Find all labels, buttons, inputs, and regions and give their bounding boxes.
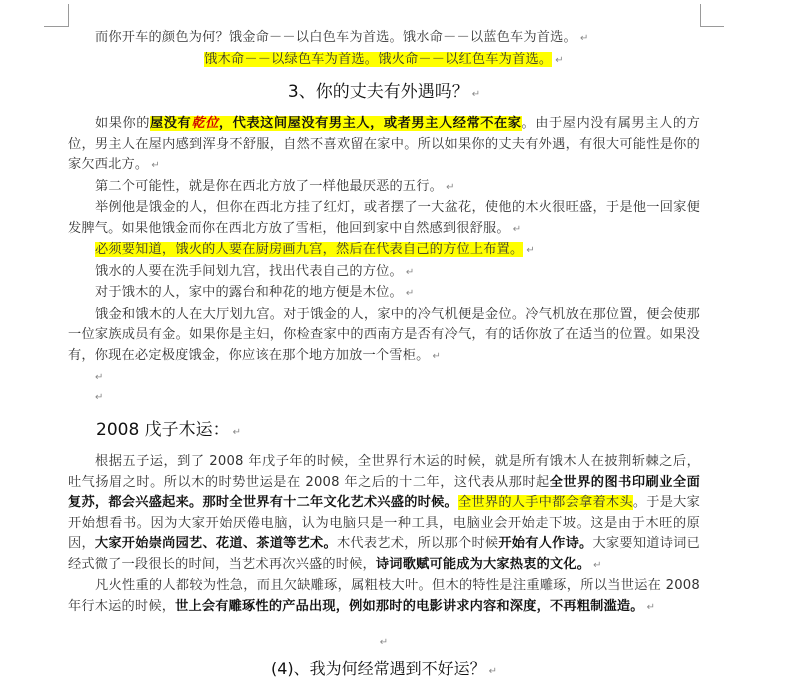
crop-mark-top-left-horizontal: [44, 26, 69, 27]
paragraph-fire-vs-wood: 凡火性重的人都较为性急，而且欠缺雕琢，属粗枝大叶。但木的特性是注重雕琢，所以当世运在 2008 年行木运的时候，世上会有雕琢性的产品出现，例如那时的电影讲求内容和深度，不再粗制滥造。 ↵: [68, 578, 700, 614]
heading-bad-luck: (4)、我为何经常遇到不好运？ ↵: [270, 659, 498, 678]
paragraph-fire-kitchen: 必须要知道，饿火的人要在厨房画九宫，然后在代表自己的方位上布置。 ↵: [95, 242, 535, 257]
crop-mark-top-right-horizontal: [700, 26, 724, 27]
car-color-line-1: 而你开车的颜色为何？饿金命－－以白色车为首选。饿水命－－以蓝色车为首选。 ↵: [95, 30, 589, 45]
crop-mark-top-right-vertical: [700, 4, 701, 26]
paragraph-wood-balcony: 对于饿木的人，家中的露台和种花的地方便是木位。 ↵: [95, 285, 415, 300]
paragraph-water-bathroom: 饿水的人要在洗手间划九宫，找出代表自己的方位。 ↵: [95, 263, 415, 279]
document-page: [68, 0, 700, 685]
paragraph-example-metal: 举例他是饿金的人，但你在西北方挂了红灯，或者摆了一大盆花，使他的木火很旺盛，于是他一回家便发脾气。如果他饿金而你在西北方放了雪柜，他回到家中自然感到很舒服。 ↵: [68, 200, 700, 236]
highlight-no-qian: 屋没有乾位，代表这间屋没有男主人，或者男主人经常不在家: [150, 116, 522, 131]
paragraph-metal-wood-hall: 饿金和饿木的人在大厅划九宫。对于饿金的人，家中的冷气机便是金位。冷气机放在那位置，便会使那一位家族成员有金。如果你是主妇，你检查家中的西南方是否有冷气，有的话你放了在适当的位置。如果没有，你现在必定极度饿金，你应该在那个地方加放一个雪柜。 ↵: [68, 306, 700, 363]
empty-line: ↵: [95, 372, 104, 383]
empty-line: ↵: [379, 637, 389, 648]
heading-husband-affair: 3、你的丈夫有外遇吗？ ↵: [287, 82, 481, 102]
heading-2008-wood-luck: 2008 戊子木运： ↵: [96, 420, 242, 440]
paragraph-second-possibility: 第二个可能性，就是你在西北方放了一样他最厌恶的五行。 ↵: [95, 178, 455, 194]
paragraph-2008-wood-era: 根据五子运，到了 2008 年戊子年的时候，全世界行木运的时候，就是所有饿木人在披荆斩棘之后，吐气扬眉之时。所以木的时势世运是在 2008 年之后的十二年，这代表从那时起全世界的图书印刷业全面复苏，都会兴盛起来。那时全世界有十二年文化艺术兴盛的时候。全世界的人手中都会拿着木头。于是大家开始想看书。因为大家开始厌倦电脑，认为电脑只是一种工具，电脑业会开始走下坡。这是由于木旺的原因，大家开始崇尚园艺、花道、茶道等艺术。木代表艺术，所以那个时候开始有人作诗。大家要知道诗词已经式微了一段很长的时间，当艺术再次兴盛的时候，诗词歌赋可能成为大家热衷的文化。 ↵: [68, 454, 701, 572]
empty-line: ↵: [95, 392, 104, 403]
paragraph-no-qian: 如果你的屋没有乾位，代表这间屋没有男主人，或者男主人经常不在家。由于屋内没有属男主人的方位，男主人在屋内感到浑身不舒服，自然不喜欢留在家中。所以如果你的丈夫有外遇，有很大可能性是你的家欠西北方。 ↵: [68, 116, 700, 172]
car-color-line-2: 饿木命－－以绿色车为首选。饿火命－－以红色车为首选。 ↵: [204, 51, 564, 67]
red-qian-position: 乾位: [191, 116, 219, 131]
